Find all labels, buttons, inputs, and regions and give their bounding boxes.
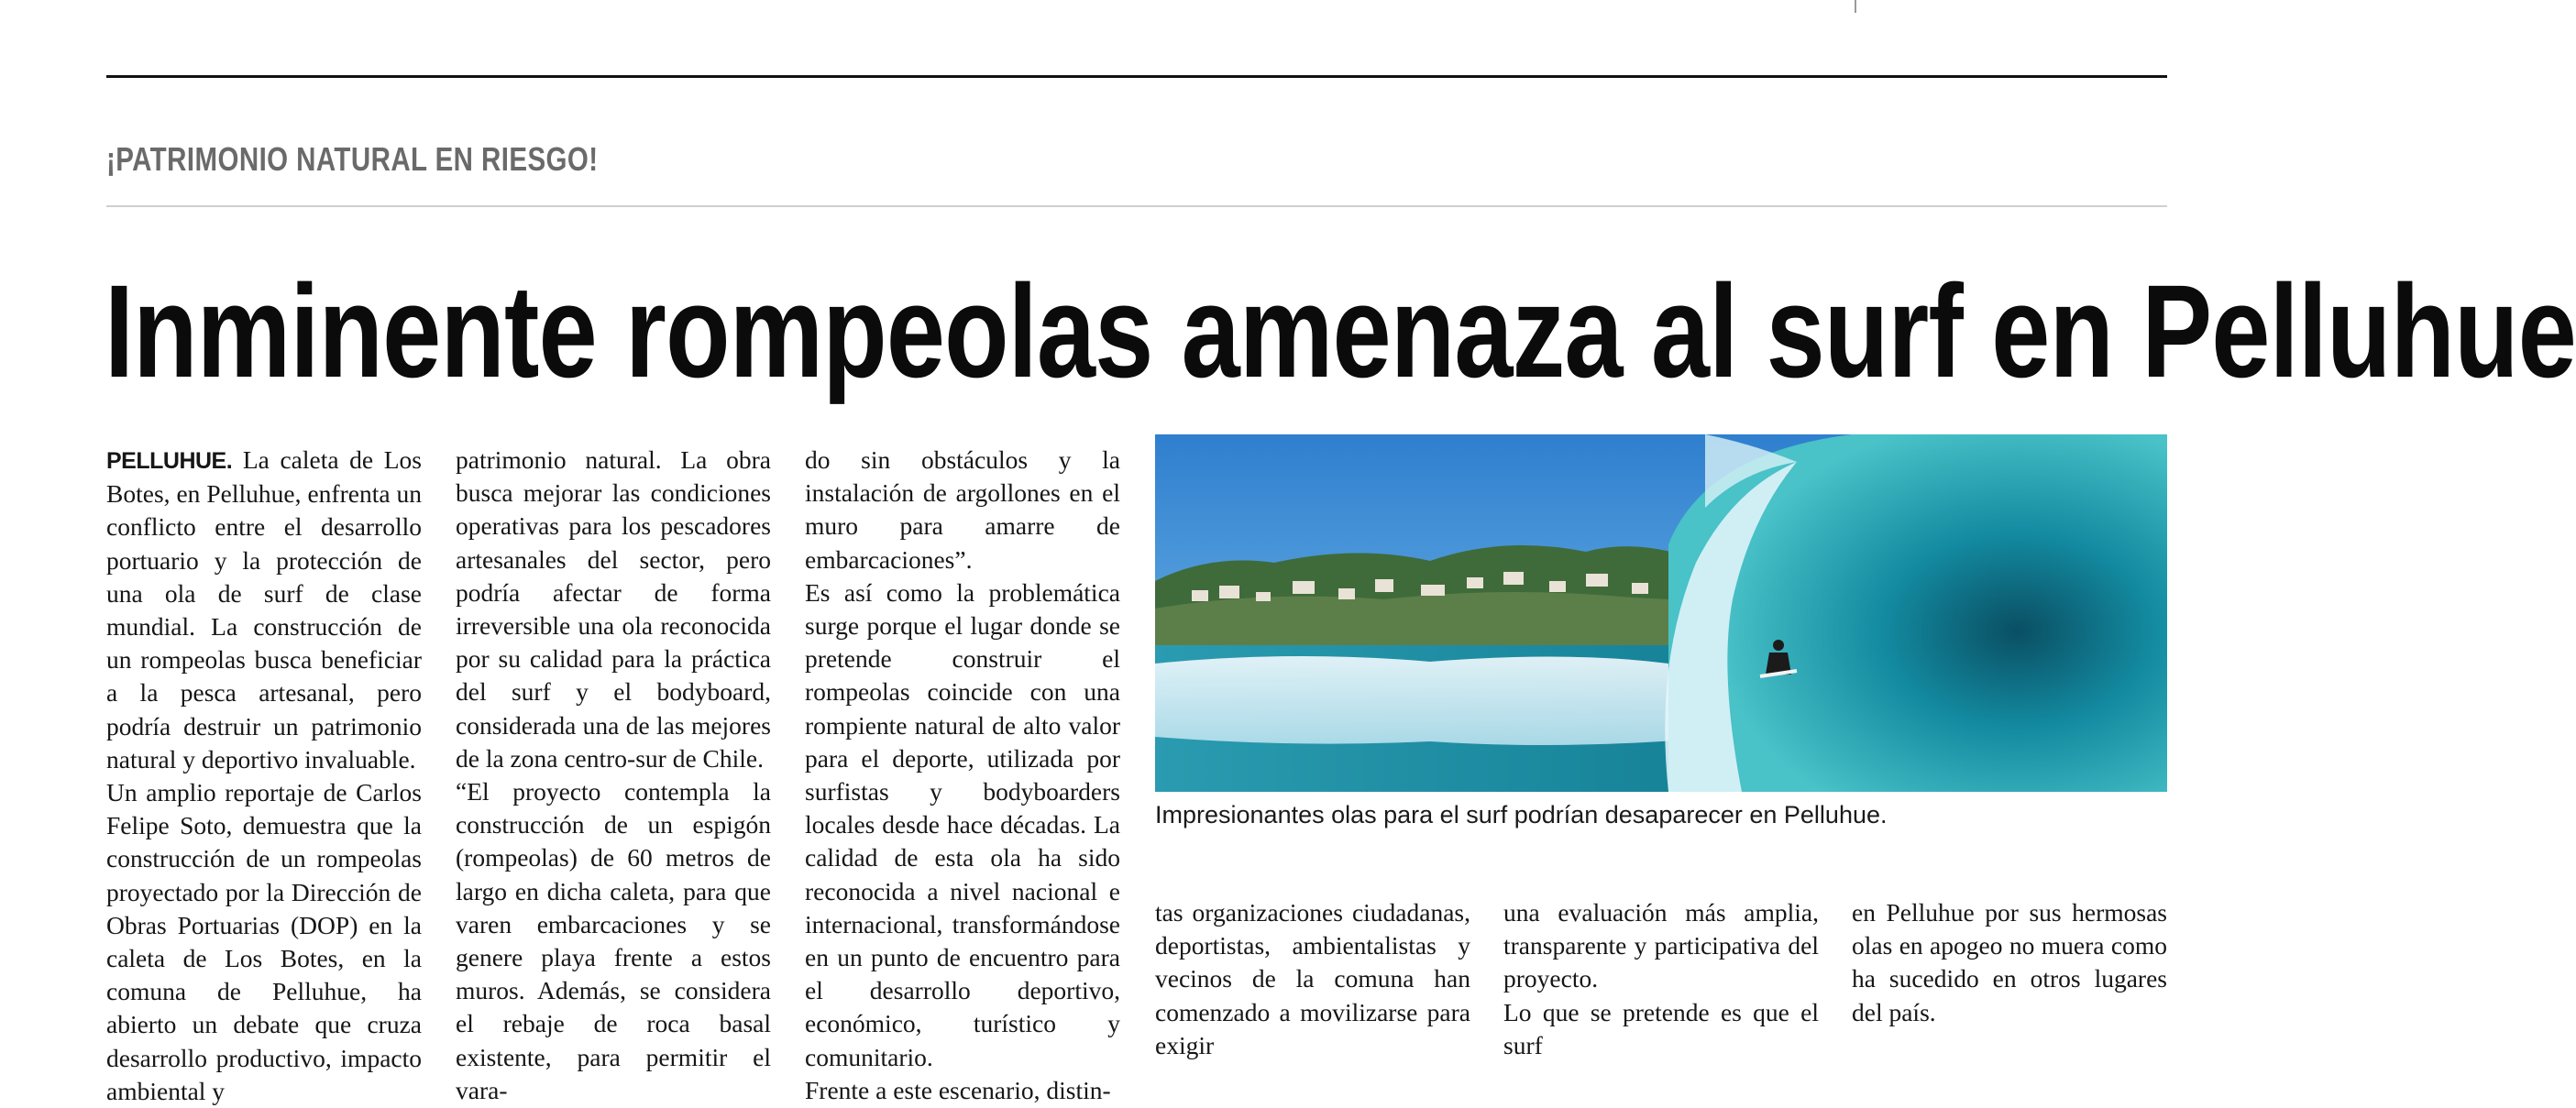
paragraph: do sin obstáculos y la instalación de argollones en el muro para amarre de embarcaciones”. bbox=[805, 445, 1120, 574]
article-column-6 bbox=[1852, 896, 2167, 1029]
paragraph: Es así como la problemática surge porque el lugar donde se pretende construir el rompeolas coincide con una rompiente natural de alto valor para el deporte, utilizada por surfistas y bodyboarders locales desde hace décadas. La calidad de esta ola ha sido reconocida a nivel nacional e internacional, transformándose en un punto de encuentro para el desarrollo deportivo, económico, turístico y comunitario. bbox=[805, 577, 1120, 1071]
article-column-2 bbox=[456, 444, 771, 1107]
article-headline: Inminente rompeolas amenaza al surf en Pelluhue bbox=[105, 258, 2576, 405]
article-column-5 bbox=[1503, 896, 1819, 1062]
dateline: PELLUHUE. bbox=[106, 448, 233, 474]
photo-caption: Impresionantes olas para el surf podrían desaparecer en Pelluhue. bbox=[1155, 801, 1888, 828]
paragraph: “El proyecto contempla la construcción de un espigón (rompeolas) de 60 metros de largo en dicha caleta, para que varen embarcaciones y se genere playa frente a estos muros. Además, se considera el rebaje de roca basal existente, para permitir el vara- bbox=[456, 777, 771, 1104]
lead-paragraph bbox=[106, 444, 422, 776]
kicker-rule bbox=[106, 205, 2167, 207]
paragraph: tas organizaciones ciudadanas, deportistas, ambientalistas y vecinos de la comuna han comenzado a movilizarse para exigir bbox=[1155, 898, 1470, 1059]
paragraph: Frente a este escenario, distin- bbox=[805, 1075, 1111, 1104]
paragraph: una evaluación más amplia, transparente y participativa del proyecto. bbox=[1503, 898, 1819, 993]
article-column-4 bbox=[1155, 896, 1470, 1062]
lead-text: La caleta de Los Botes, en Pelluhue, enfrenta un conflicto entre el desarrollo portuario y la protección de una ola de surf de clase mundial. La construcción de un rompeolas busca beneficiar a la pesca artesanal, pero podría destruir un patrimonio natural y deportivo invaluable. bbox=[106, 445, 422, 773]
paragraph: patrimonio natural. La obra busca mejorar las condiciones operativas para los pescadores artesanales del sector, pero podría afectar de forma irreversible una ola reconocida por su calidad para la práctica del surf y el bodyboard, considerada una de las mejores de la zona centro-sur de Chile. bbox=[456, 445, 771, 773]
article-column-1 bbox=[106, 444, 422, 1108]
article-column-3 bbox=[805, 444, 1120, 1107]
paragraph: Un amplio reportaje de Carlos Felipe Soto, demuestra que la construcción de un rompeolas proyectado por la Dirección de Obras Portuarias (DOP) en la caleta de Los Botes, en la comuna de Pelluhue, ha abierto un debate que cruza desarrollo productivo, impacto ambiental y bbox=[106, 778, 422, 1105]
wave-illustration bbox=[1155, 434, 2167, 792]
paragraph: Lo que se pretende es que el surf bbox=[1503, 997, 1819, 1059]
top-rule bbox=[106, 75, 2167, 78]
paragraph: en Pelluhue por sus hermosas olas en apogeo no muera como ha sucedido en otros lugares del país. bbox=[1852, 898, 2167, 1026]
surf-wave-photo bbox=[1155, 434, 2167, 792]
page-corner-mark bbox=[1855, 0, 1856, 13]
section-kicker: ¡PATRIMONIO NATURAL EN RIESGO! bbox=[106, 140, 599, 178]
